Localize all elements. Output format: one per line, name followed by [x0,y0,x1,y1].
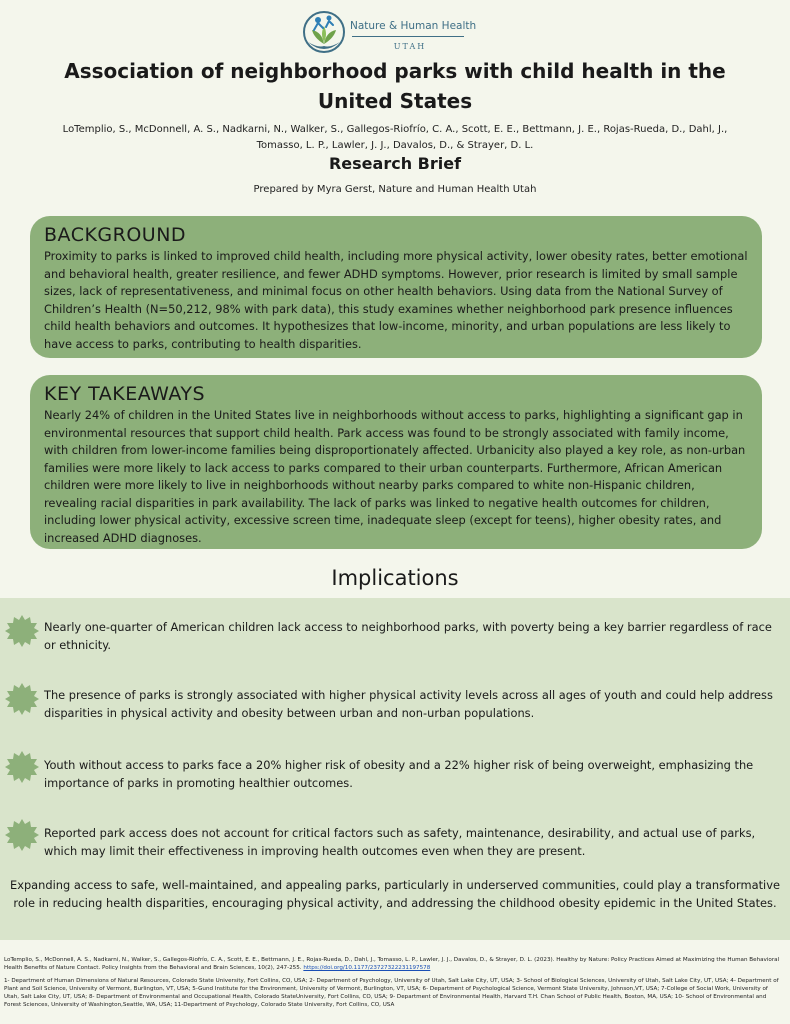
page-title: Association of neighborhood parks with child health in the United States [64,59,726,113]
implication-text: Youth without access to parks face a 20% higher risk of obesity and a 22% higher risk of being overweight, emphasizing the importance of parks in promoting healthier outcomes. [44,758,754,790]
implication-text: The presence of parks is strongly associated with higher physical activity levels across all ages of youth and could help address disparities in physical activity and obesity between urban and non-urban populations. [44,688,773,720]
background-heading: BACKGROUND [44,224,187,246]
background-text: Proximity to parks is linked to improved child health, including more physical activity, lower obesity rates, better emotional and behavioral health, greater resilience, and fewer ADHD symptoms. However, prior research is limited by small sample sizes, lack of representativeness, and minimal focus on other health behaviors. Using data from the National Survey of Children’s Health (N=50,212, 98% with park data), this study examines whether neighborhood park presence influences child health behaviors and outcomes. It hypothesizes that low-income, minority, and urban populations are less likely to have access to parks, contributing to health disparities. [44,249,748,351]
closing-statement: Expanding access to safe, well-maintained, and appealing parks, particularly in underserved communities, could play a transformative role in reducing health disparities, encouraging physical activity, and addressing the childhood obesity epidemic in the United States. [10,878,780,910]
implication-text: Reported park access does not account for critical factors such as safety, maintenance, desirability, and actual use of parks, which may limit their effectiveness in improving health outcomes even when they are present. [44,826,756,858]
starburst-bullet-icon [5,614,39,648]
logo-divider [352,36,464,37]
implication-text: Nearly one-quarter of American children lack access to neighborhood parks, with poverty being a key barrier regardless of race or ethnicity. [44,620,772,652]
doi-link[interactable]: https://doi.org/10.1177/23727322231197578 [303,965,431,971]
authors: LoTemplio, S., McDonnell, A. S., Nadkarni, N., Walker, S., Gallegos-Riofrío, C. A., Scott, E. E., Bettmann, J. E., Rojas-Rueda, D., Dahl, J., Tomasso, L. P., Lawler, J. J., Davalos, D., & Strayer, D. L. [62,124,728,151]
background-section [30,216,762,358]
logo-subtitle: UTAH [393,42,427,51]
implications-heading: Implications [331,566,459,590]
logo-emblem-icon [300,8,350,56]
prepared-by: Prepared by Myra Gerst, Nature and Human Health Utah [253,184,537,195]
key-takeaways-section [30,375,762,549]
logo-title: Nature & Human Health [350,20,477,32]
starburst-bullet-icon [5,818,39,852]
key-takeaways-text: Nearly 24% of children in the United States live in neighborhoods without access to parks, highlighting a significant gap in environmental resources that support child health. Park access was found to be strongly associated with family income, with children from lower-income families being disproportionately affected. Urbanicity also played a key role, as non-urban families were more likely to lack access to parks compared to their urban counterparts. Furthermore, African American children were more likely to live in neighborhoods without nearby parks compared to white non-Hispanic children, revealing racial disparities in park availability. The lack of parks was linked to negative health outcomes for children, including lower physical activity, excessive screen time, inadequate sleep (except for teens), higher obesity rates, and increased ADHD diagnoses. [44,408,746,545]
research-brief-title: Research Brief [328,154,462,173]
citation-text: LoTemplio, S., McDonnell, A. S., Nadkarni, N., Walker, S., Gallegos-Riofrío, C. A., Scott, E. E., Bettmann, J. E., Rojas-Rueda, D., Dahl, J., Tomasso, L. P., Lawler, J. J., Davalos, D., & Strayer, D. L. (2023). Healthy by Nature: Policy Practices Aimed at Maximizing the Human Behavioral Health Benefits of Nature Contact. Policy Insights from the Behavioral and Brain Sciences, 10(2), 247-255. [4,957,780,971]
nature-human-health-logo [300,8,475,56]
starburst-bullet-icon [5,750,39,784]
affiliations: 1- Department of Human Dimensions of Natural Resources, Colorado State University, Fort Collins, CO, USA; 2- Department of Psychology, University of Utah, Salt Lake City, UT, USA; 3- School of Biological Sciences, University of Utah, Salt Lake City, UT, USA; 4- Department of Plant and Soil Science, University of Vermont, Burlington, VT, USA; 5-Gund Institute for the Environment, University of Vermont, Burlington, VT, USA; 6- Department of Psychological Science, Vermont State University, Johnson,VT, USA; 7-College of Social Work, University of Utah, Salt Lake City, UT, USA; 8- Department of Environmental and Occupational Health, Colorado StateUniversity, Fort Collins, CO, USA; 9- Department of Environmental Health, Harvard T.H. Chan School of Public Health, Boston, MA, USA; 10- School of Environmental and Forest Sciences, University of Washington,Seattle, WA, USA; 11-Department of Psychology, Colorado State University, Fort Collins, CO, USA [4,978,779,1008]
starburst-bullet-icon [5,682,39,716]
references [4,956,784,1014]
key-takeaways-heading: KEY TAKEAWAYS [44,383,206,405]
citation [4,956,784,972]
